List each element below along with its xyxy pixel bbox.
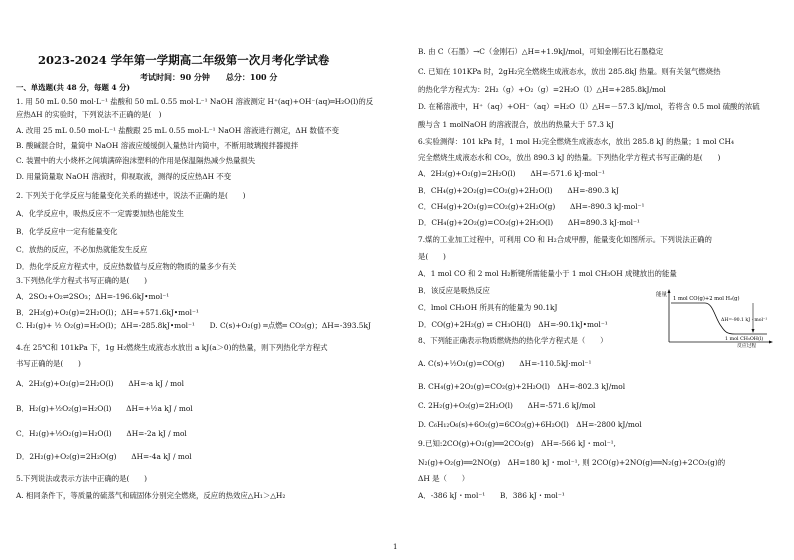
question-8-option-b: B. CH₄(g)+2O₂(g)=CO₂(g)+2H₂O(l) ΔH=-802.3 kJ/mol (418, 382, 626, 391)
y-axis-label: 能量 (656, 292, 668, 298)
question-2-stem: 2. 下列关于化学反应与能量变化关系的描述中，说法不正确的是( ) (16, 191, 246, 200)
question-5-option-b: B. 由 C（石墨）→C（金刚石）△H=+1.9kJ/mol，可知金刚石比石墨稳定 (418, 47, 664, 56)
question-9-stem-cont: N₂(g)+O₂(g)══2NO(g) ΔH=180 kJ・mol⁻¹, 则 2CO(g)+2NO(g)══N₂(g)+2CO₂(g)的 (418, 458, 726, 467)
question-3-option-b: B．2H₂(g)+O₂(g)=2H₂O(l)；ΔH=+571.6kJ•mol⁻¹ (16, 308, 199, 317)
question-5-stem: 5.下列说法或表示方法中正确的是( ) (16, 474, 148, 483)
question-2-option-d: D．热化学反应方程式中，反应热数值与反应物的物质的量多少有关 (16, 262, 237, 271)
question-1-option-b: B. 酸碱混合时，量筒中 NaOH 溶液应缓缓倒入量热计内筒中，不断用玻璃搅拌器搅拌 (16, 141, 299, 150)
question-9-options: A．-386 kJ・mol⁻¹ B．386 kJ・mol⁻¹ (418, 491, 565, 500)
question-2-option-b: B．化学反应中一定有能量变化 (16, 227, 118, 236)
question-6-option-c: C．CH₄(g)+2O₂(g)=CO₂(g)+2H₂O(g) ΔH=-890.3 kJ·mol⁻¹ (418, 202, 645, 211)
question-3-option-c-d: C. H₂(g)+ ½ O₂(g)=H₂O(l)；ΔH=-285.8kJ•mol⁻¹ D. C(s)+O₂(g) ═点燃═ CO₂(g)；ΔH=-393.5kJ (16, 321, 371, 330)
question-4-stem: 4.在 25℃和 101kPa 下，1g H₂燃烧生成液态水放出 a kJ(a＞0)的热量，则下列热化学方程式 (16, 343, 328, 352)
question-4-option-c: C．H₂(g)+½O₂(g)=H₂O(l) ΔH=-2a kJ / mol (16, 429, 187, 438)
question-3-option-a: A．2SO₂+O₂⇌2SO₃；ΔH=-196.6kJ•mol⁻¹ (16, 292, 170, 301)
question-4-option-b: B．H₂(g)+½O₂(g)=H₂O(l) ΔH=+½a kJ / mol (16, 404, 193, 413)
question-4-option-d: D．2H₂(g)+O₂(g)=2H₂O(g) ΔH=-4a kJ / mol (16, 452, 192, 461)
bottom-level-label: 1 mol CH₃OH(l) (725, 337, 764, 342)
question-1-option-a: A. 改用 25 mL 0.50 mol·L⁻¹ 盐酸跟 25 mL 0.55 mol·L⁻¹ NaOH 溶液进行测定，ΔH 数值不变 (16, 126, 340, 135)
question-1-stem-cont: 应热ΔH 的实验时，下列说法不正确的是( ) (16, 110, 162, 119)
question-7-option-c: C．lmol CH₃OH 所具有的能量为 90.1kJ (418, 303, 558, 312)
x-axis-arrow (769, 341, 773, 344)
question-8-option-d: D. C₆H₁₂O₆(s)+6O₂(g)=6CO₂(g)+6H₂O(l) ΔH=-2800 kJ/mol (418, 420, 642, 429)
question-1-option-c: C. 装置中的大小烧杯之间填满碎泡沫塑料的作用是保温隔热减少热量损失 (16, 156, 256, 165)
x-axis-label: 反应过程 (737, 344, 757, 349)
question-5-option-c-cont: 的热化学方程式为：2H₂（g）+O₂（g）=2H₂O（l）△H=+285.8kJ/mol (418, 85, 666, 94)
question-9-stem-end: ΔH 是（ ） (418, 474, 470, 483)
question-5-option-d-cont: 酸与含 1 molNaOH 的溶液混合，放出的热量大于 57.3 kJ (418, 120, 614, 129)
energy-diagram (655, 288, 775, 349)
question-8-option-c: C. 2H₂(g)+O₂(g)=2H₂O(l) ΔH=-571.6 kJ/mol (418, 401, 596, 410)
energy-diagram-svg (655, 288, 775, 349)
exam-title: 2023-2024 学年第一学期高二年级第一次月考化学试卷 (38, 53, 330, 67)
question-7-stem: 7.煤的工业加工过程中，可利用 CO 和 H₂合成甲醇，能量变化如图所示。下列说法正确的 (418, 235, 712, 244)
question-5-option-d: D. 在稀溶液中，H⁺（aq）+OH⁻（aq）=H₂O（l）△H=－57.3 kJ/mol，若将含 0.5 mol 硫酸的浓硫 (418, 102, 760, 111)
question-6-option-d: D．CH₄(g)+2O₂(g)=CO₂(g)+2H₂O(l) ΔH=890.3 kJ·mol⁻¹ (418, 218, 640, 227)
exam-subtitle: 考试时间：90 分钟 总分：100 分 (140, 72, 278, 82)
page-number: 1 (393, 543, 398, 551)
question-7-option-b: B．该反应是吸热反应 (418, 286, 490, 295)
question-4-option-a: A．2H₂(g)+O₂(g)=2H₂O(l) ΔH=-a kJ / mol (16, 379, 185, 388)
question-2-option-a: A．化学反应中，吸热反应不一定需要加热也能发生 (16, 209, 184, 218)
question-1-option-d: D. 用量筒量取 NaOH 溶液时，仰视取液，测得的反应热ΔH 不变 (16, 172, 232, 181)
question-4-stem-cont: 书写正确的是( ) (16, 359, 81, 368)
question-3-stem: 3.下列热化学方程式书写正确的是( ) (16, 276, 148, 285)
question-6-stem: 6.实验测得：101 kPa 时，1 mol H₂完全燃烧生成液态水，放出 285.8 kJ 的热量；1 mol CH₄ (418, 137, 734, 146)
question-6-stem-cont: 完全燃烧生成液态水和 CO₂，放出 890.3 kJ 的热量。下列热化学方程式书写正确的是( ) (418, 153, 721, 162)
top-level-label: 1 mol CO(g)+2 mol H₂(g) (673, 296, 740, 302)
question-8-option-a: A. C(s)+½O₂(g)=CO(g) ΔH=-110.5kJ·mol⁻¹ (418, 359, 592, 368)
delta-h-label: ΔH=-90.1 kJ · mol⁻¹ (721, 318, 768, 323)
question-7-option-a: A．1 mol CO 和 2 mol H₂断键所需能量小于 1 mol CH₃OH 成键放出的能量 (418, 269, 677, 278)
question-5-option-a: A. 相同条件下，等质量的硫蒸气和硫固体分别完全燃烧，反应的热效应△H₁＞△H₂ (16, 491, 286, 500)
question-6-option-a: A．2H₂(g)+O₂(g)=2H₂O(l) ΔH=-571.6 kJ·mol⁻¹ (418, 169, 605, 178)
question-9-stem: 9.已知:2CO(g)+O₂(g)══2CO₂(g) ΔH=-566 kJ・mol⁻¹, (418, 439, 616, 448)
question-8-stem: 8、下列能正确表示物质燃烧热的热化学方程式是（ ） (418, 336, 608, 345)
question-7-option-d: D．CO(g)+2H₂(g) ⇌ CH₃OH(l) ΔH=-90.1kJ•mol⁻¹ (418, 320, 608, 329)
question-5-option-c: C. 已知在 101KPa 时，2gH₂完全燃烧生成液态水，放出 285.8kJ 热量。则有关氢气燃烧热 (418, 67, 721, 76)
section-heading: 一、单选题(共 48 分，每题 4 分) (16, 83, 131, 92)
y-axis-arrow (668, 289, 671, 293)
delta-h-arrowhead (752, 329, 755, 333)
question-6-option-b: B．CH₄(g)+2O₂(g)=CO₂(g)+2H₂O(l) ΔH=-890.3 kJ (418, 186, 619, 195)
question-2-option-c: C．放热的反应，不必加热就能发生反应 (16, 245, 148, 254)
question-1-stem: 1. 用 50 mL 0.50 mol·L⁻¹ 盐酸和 50 mL 0.55 mol·L⁻¹ NaOH 溶液测定 H⁺(aq)+OH⁻(aq)═H₂O(l)的反 (16, 97, 374, 106)
question-7-stem-cont: 是( ) (418, 252, 446, 261)
